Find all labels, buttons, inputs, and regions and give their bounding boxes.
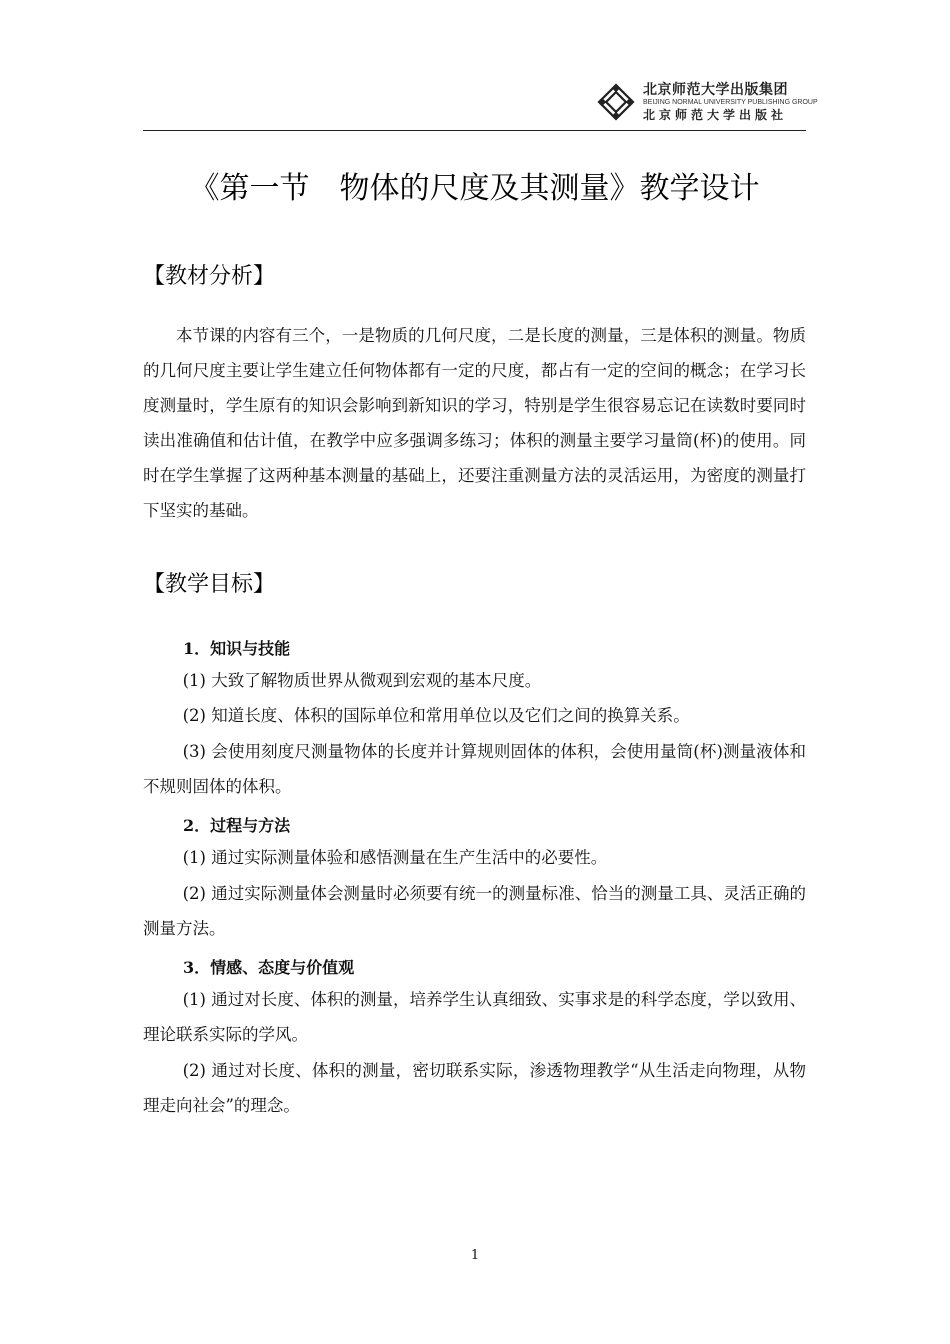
analysis-heading: 【教材分析】	[143, 264, 276, 289]
page-number: 1	[470, 1248, 480, 1263]
goal3-heading: 3．情感、态度与价值观	[183, 958, 355, 977]
goal1-item-3: (3) 会使用刻度尺测量物体的长度并计算规则固体的体积，会使用量筒(杯)测量液体和不规则固体的体积。	[143, 742, 806, 796]
goal2-item-1: (1) 通过实际测量体验和感悟测量在生产生活中的必要性。	[182, 848, 608, 867]
goal1-item-2: (2) 知道长度、体积的国际单位和常用单位以及它们之间的换算关系。	[182, 706, 690, 725]
header-divider	[143, 130, 806, 131]
logo-chinese-name: 北京师范大学出版集团	[643, 81, 788, 98]
document-title: 《第一节 物体的尺度及其测量》教学设计	[189, 171, 760, 206]
logo-english-name: BEIJING NORMAL UNIVERSITY PUBLISHING GROUP	[643, 99, 818, 107]
logo-press-name: 北京师范大学出版社	[643, 107, 788, 122]
goal1-item-1: (1) 大致了解物质世界从微观到宏观的基本尺度。	[182, 671, 542, 690]
publisher-logo	[595, 78, 818, 126]
publisher-emblem-icon	[595, 81, 637, 123]
goal2-item-2: (2) 通过实际测量体会测量时必须要有统一的测量标准、恰当的测量工具、灵活正确的测量方法。	[143, 884, 806, 938]
goal3-item-1: (1) 通过对长度、体积的测量，培养学生认真细致、实事求是的科学态度，学以致用、理论联系实际的学风。	[143, 990, 806, 1044]
goal2-heading: 2．过程与方法	[183, 816, 291, 835]
goals-heading: 【教学目标】	[143, 572, 276, 597]
goal1-heading: 1．知识与技能	[183, 639, 291, 658]
analysis-paragraph: 本节课的内容有三个，一是物质的几何尺度，二是长度的测量，三是体积的测量。物质的几何尺度主要让学生建立任何物体都有一定的尺度，都占有一定的空间的概念；在学习长度测量时，学生原有的知识会影响到新知识的学习，特别是学生很容易忘记在读数时要同时读出准确值和估计值，在教学中应多强调多练习；体积的测量主要学习量筒(杯)的使用。同时在学生掌握了这两种基本测量的基础上，还要注重测量方法的灵活运用，为密度的测量打下坚实的基础。	[143, 326, 806, 520]
goal3-item-2: (2) 通过对长度、体积的测量，密切联系实际，渗透物理教学“从生活走向物理，从物理走向社会”的理念。	[143, 1061, 806, 1115]
